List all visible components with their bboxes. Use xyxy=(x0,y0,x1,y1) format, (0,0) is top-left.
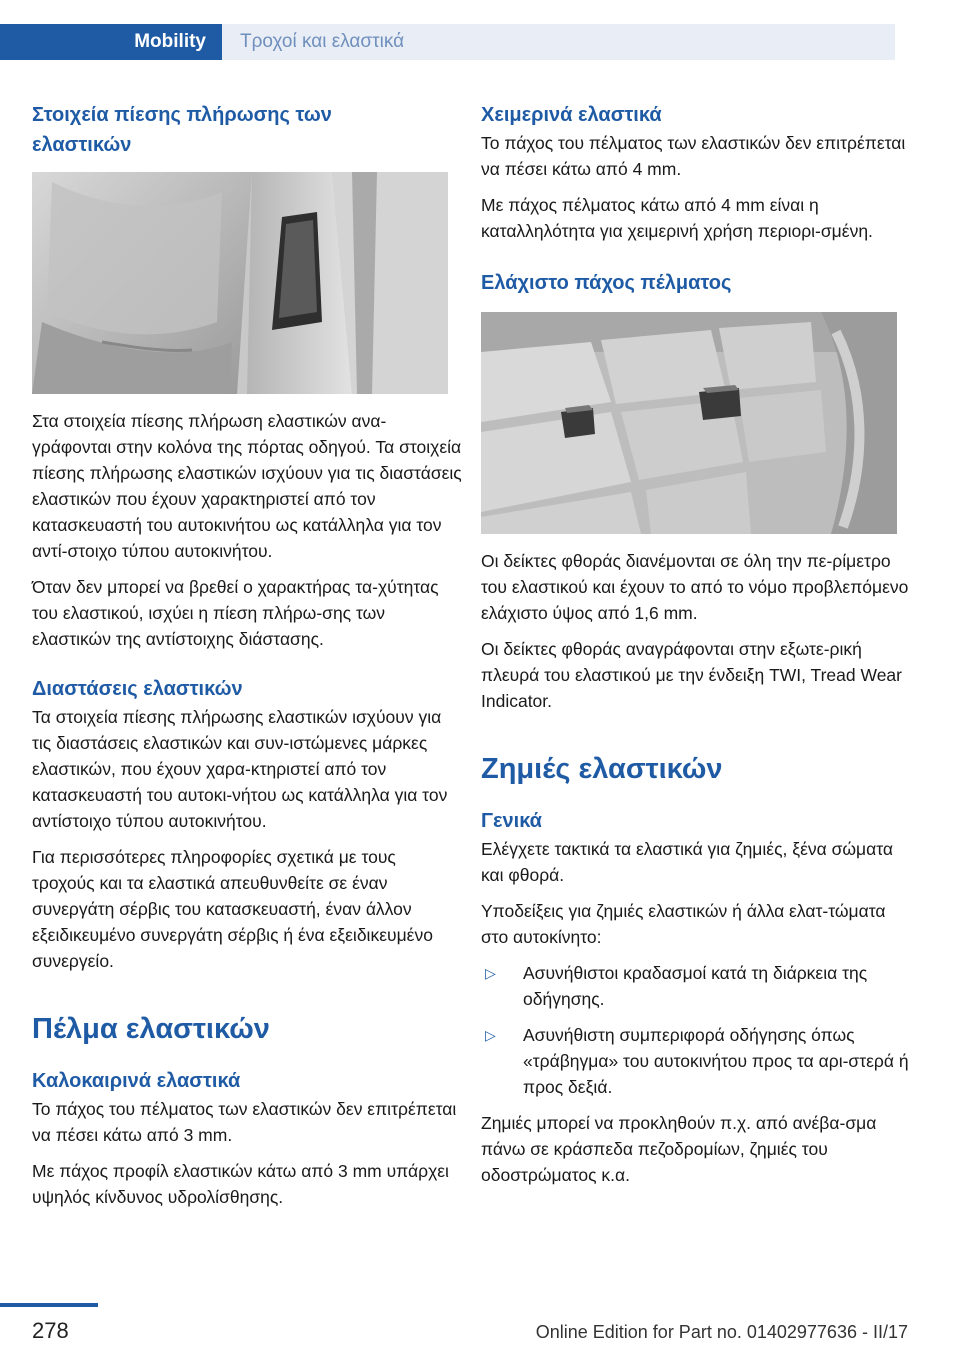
right-column xyxy=(481,100,911,1188)
indicator-text-1: Οι δείκτες φθοράς διανέμονται σε όλη την πε-ρίμετρο του ελαστικού και έχουν το από το νόμο προβλεπόμενο ελάχιστο ύψος από 1,6 mm. xyxy=(481,551,909,623)
header-bar xyxy=(0,24,895,60)
pressure-text-1: Στα στοιχεία πίεσης πλήρωση ελαστικών ανα-γράφονται στην κολόνα της πόρτας οδηγού. Τα στοιχεία πίεσης πλήρωσης ελαστικών ισχύουν για τις διαστάσεις ελαστικών που έχουν χαρακτηριστεί από τον κατασκευαστή του αυτοκινήτου ως κατάλληλα για τον αντί-στοιχο τύπου αυτοκινήτου. xyxy=(32,411,462,561)
chapter-tab: Τροχοί και ελαστικά xyxy=(222,24,895,60)
sizes-text-1: Τα στοιχεία πίεσης πλήρωσης ελαστικών ισχύουν για τις διαστάσεις ελαστικών και συν-ιστώμενες μάρκες ελαστικών, που έχουν χαρα-κτηριστεί από τον κατασκευαστή του αυτοκι-νήτου ως κατάλληλα για τον αντίστοιχο τύπου αυτοκινήτου. xyxy=(32,707,448,831)
tread-title: Πέλμα ελαστικών xyxy=(32,1013,270,1045)
pressure-text-2: Όταν δεν μπορεί να βρεθεί ο χαρακτήρας τα-χύτητας του ελαστικού, ισχύει η πίεση πλήρω-σης των ελαστικών της αντίστοιχης διάστασης. xyxy=(32,577,439,649)
door-pillar-image xyxy=(32,172,448,394)
door-pillar-illustration xyxy=(32,172,448,394)
summer-text-2: Με πάχος προφίλ ελαστικών κάτω από 3 mm υπάρχει υψηλός κίνδυνος υδρολίσθησης. xyxy=(32,1161,449,1207)
section-tab: Mobility xyxy=(0,24,222,60)
winter-text-1: Το πάχος του πέλματος των ελαστικών δεν επιτρέπεται να πέσει κάτω από 4 mm. xyxy=(481,133,906,179)
edition-note: Online Edition for Part no. 01402977636 - II/17 xyxy=(535,1322,908,1342)
left-column xyxy=(32,100,462,1210)
general-title: Γενικά xyxy=(481,810,542,832)
min-tread-title: Ελάχιστο πάχος πέλματος xyxy=(481,272,732,294)
triangle-bullet-icon: ▷ xyxy=(485,965,496,981)
tire-pressure-title: Στοιχεία πίεσης πλήρωσης των ελαστικών xyxy=(32,104,332,156)
tread-indicator-illustration xyxy=(481,312,897,534)
winter-text-2: Με πάχος πέλματος κάτω από 4 mm είναι η καταλληλότητα για χειμερινή χρήση περιορι-σμένη. xyxy=(481,195,873,241)
summer-text-1: Το πάχος του πέλματος των ελαστικών δεν επιτρέπεται να πέσει κάτω από 3 mm. xyxy=(32,1099,457,1145)
triangle-bullet-icon: ▷ xyxy=(485,1027,496,1043)
winter-tires-title: Χειμερινά ελαστικά xyxy=(481,104,662,126)
page-number: 278 xyxy=(32,1318,69,1343)
list-item-text: Ασυνήθιστοι κραδασμοί κατά τη διάρκεια της οδήγησης. xyxy=(523,963,868,1009)
footer-line xyxy=(0,1303,98,1307)
sizes-text-2: Για περισσότερες πληροφορίες σχετικά με τους τροχούς και τα ελαστικά απευθυνθείτε σε έναν συνεργάτη σέρβις του κατασκευαστή, έναν άλλον εξειδικευμένο συνεργάτη σέρβις ή ένα εξειδικευμένο συνεργείο. xyxy=(32,847,433,971)
tire-sizes-title: Διαστάσεις ελαστικών xyxy=(32,678,243,700)
summer-tires-title: Καλοκαιρινά ελαστικά xyxy=(32,1070,241,1092)
list-item xyxy=(481,1022,911,1100)
general-text-2: Υποδείξεις για ζημιές ελαστικών ή άλλα ελατ-τώματα στο αυτοκίνητο: xyxy=(481,901,886,947)
list-item xyxy=(481,960,911,1012)
tire-damage-title: Ζημιές ελαστικών xyxy=(481,753,723,785)
indicator-text-2: Οι δείκτες φθοράς αναγράφονται στην εξωτε-ρική πλευρά του ελαστικού με την ένδειξη TWI, Tread Wear Indicator. xyxy=(481,639,902,711)
damage-causes-text: Ζημιές μπορεί να προκληθούν π.χ. από ανέβα-σμα πάνω σε κράσπεδα πεζοδρομίων, ζημιές του οδοστρώματος κ.α. xyxy=(481,1113,877,1185)
general-text-1: Ελέγχετε τακτικά τα ελαστικά για ζημιές, ξένα σώματα και φθορά. xyxy=(481,839,894,885)
tread-indicator-image xyxy=(481,312,897,534)
damage-list xyxy=(481,960,911,1100)
list-item-text: Ασυνήθιστη συμπεριφορά οδήγησης όπως «τράβηγμα» του αυτοκινήτου προς τα αρι-στερά ή προς δεξιά. xyxy=(523,1025,909,1097)
